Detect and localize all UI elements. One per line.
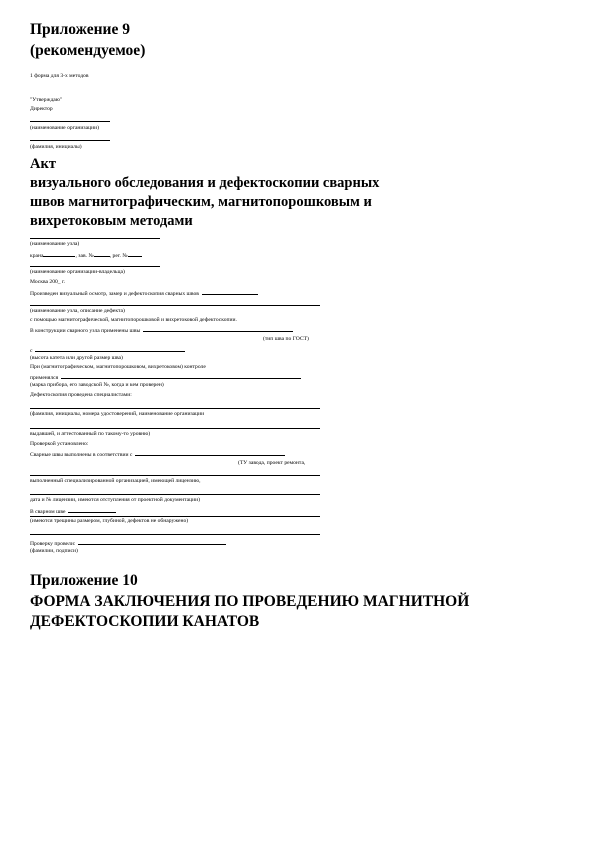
specialist-caption: (фамилия, инициалы, номера удостоверений, наименование организации (30, 411, 205, 417)
approve-label: "Утверждаю" (30, 97, 63, 103)
name-line (30, 140, 110, 141)
device-caption: (марка прибора, его заводской №, когда и кем проверен) (30, 382, 164, 388)
unit-caption: (наименование узла) (30, 241, 80, 247)
cathet-input (35, 346, 185, 352)
director-label: Директор (30, 106, 53, 112)
cracks-line (30, 516, 320, 517)
check-established: Проверкой установлено: (30, 441, 89, 447)
act-title: Акт (30, 156, 56, 172)
specialist-text: Дефектоскопия проведена специалистами: (30, 392, 132, 398)
appendix9-subtitle: (рекомендуемое) (30, 42, 146, 59)
crane-line (30, 251, 142, 260)
appendix10-line-1: ФОРМА ЗАКЛЮЧЕНИЯ ПО ПРОВЕДЕНИЮ МАГНИТНОЙ (30, 593, 470, 610)
act-line-1: визуального обследования и дефектоскопии сварных (30, 175, 380, 191)
appendix9-title: Приложение 9 (30, 21, 130, 38)
act-line-3: вихретоковым методами (30, 213, 193, 229)
crane-input (43, 251, 75, 257)
reg-no-input (128, 251, 142, 257)
date-license-line (30, 494, 320, 495)
appendix10-title: Приложение 10 (30, 572, 138, 589)
unit-defect-line (30, 305, 320, 306)
with-label: с (30, 348, 33, 354)
device-input (61, 373, 301, 379)
control-text-1: При (магнитографическом, магнитопорошковом, вихретоковом) контроле (30, 364, 206, 370)
weld-type-caption: (тип шва по ГОСТ) (263, 336, 309, 342)
org-license-caption: выполненный специализированной организацией, имеющей лицензию, (30, 478, 201, 484)
checked-by-line (30, 539, 226, 548)
issued-caption: выдавшей, и аттестованный по такому-то уровню) (30, 431, 151, 437)
welds-done-input (135, 450, 285, 456)
inspection-line (30, 289, 258, 298)
org-license-line (30, 475, 320, 476)
sign-caption: (фамилии, подписи) (30, 548, 78, 554)
factory-no-label: , зав. № (75, 253, 94, 259)
specialist-line (30, 408, 320, 409)
appendix10-line-2: ДЕФЕКТОСКОПИИ КАНАТОВ (30, 613, 260, 630)
weld-used-line (30, 326, 293, 335)
weld-seam-text: В сварном шве (30, 509, 66, 515)
methods-text: с помощью магнитографической, магнитопорошковой и вихретоковой дефектоскопии. (30, 317, 237, 323)
inspection-input (202, 289, 258, 295)
issued-line (30, 428, 320, 429)
control-line (30, 373, 301, 382)
crane-label: крана (30, 253, 44, 259)
org-caption: (наименование организации) (30, 125, 99, 131)
cathet-caption: (высота катета или другой размер шва) (30, 355, 123, 361)
org-line (30, 121, 110, 122)
act-line-2: швов магнитографическим, магнитопорошковым и (30, 194, 372, 210)
checked-by-text: Проверку провели: (30, 541, 76, 547)
welds-done-line (30, 450, 285, 459)
cathet-line (30, 346, 185, 355)
checked-by-input (78, 539, 226, 545)
weld-used-text: В конструкции сварного узла применены швы (30, 328, 141, 334)
welds-done-text: Сварные швы выполнены в соответствии с (30, 452, 133, 458)
inspection-text: Произведен визуальный осмотр, замер и дефектоскопия сварных швов (30, 291, 199, 297)
form-note: 1 форма для 3-х методов (30, 73, 89, 79)
weld-seam-line (30, 507, 116, 516)
name-caption: (фамилия, инициалы) (30, 144, 82, 150)
weld-seam-input (68, 507, 116, 513)
unit-line (30, 238, 160, 239)
reg-no-label: , рег. № (109, 253, 128, 259)
factory-no-input (94, 251, 110, 257)
cracks-line-2 (30, 534, 320, 535)
owner-line (30, 266, 160, 267)
date-license-caption: дата и № лицензии, имеются отступления от проектной документации) (30, 497, 200, 503)
city-date: Москва 200_ г. (30, 279, 66, 285)
owner-caption: (наименование организации-владельца) (30, 269, 125, 275)
tu-caption: (ТУ завода, проект ремонта, (238, 460, 306, 466)
weld-used-input (143, 326, 293, 332)
cracks-caption: (имеются трещины размером, глубиной, дефектов не обнаружено) (30, 518, 189, 524)
control-text-2: применялся (30, 375, 59, 381)
unit-defect-caption: (наименование узла, описание дефекта) (30, 308, 125, 314)
